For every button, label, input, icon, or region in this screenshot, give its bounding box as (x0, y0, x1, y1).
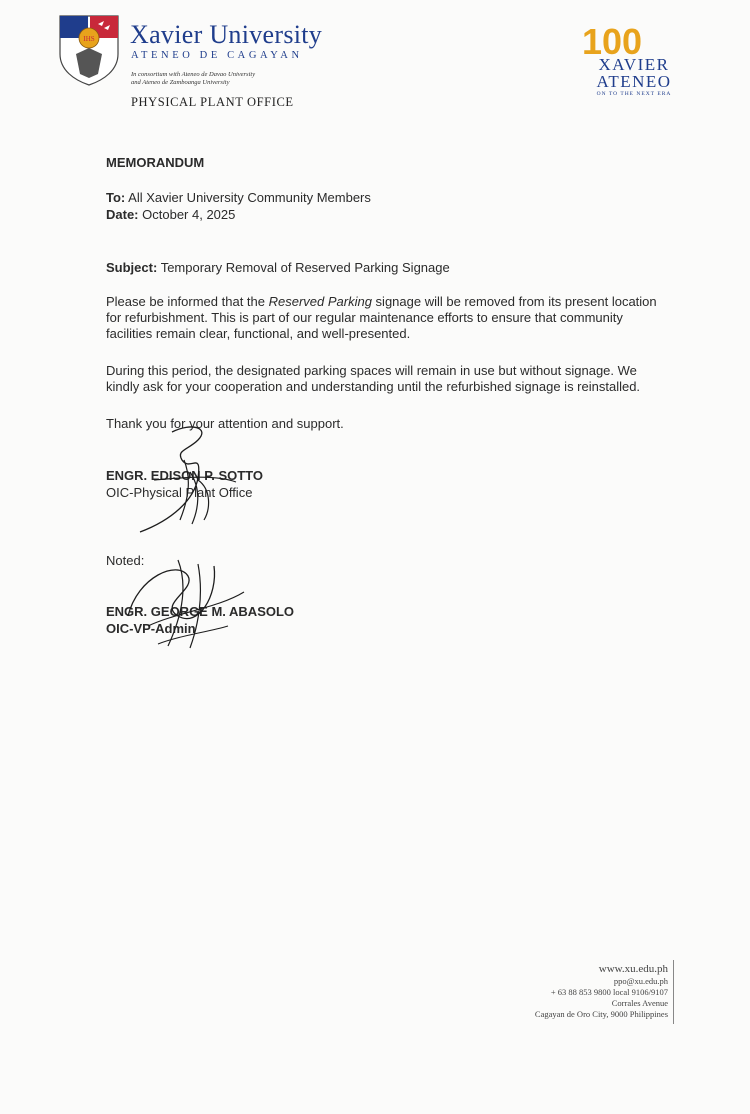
noted-label: Noted: (106, 553, 145, 568)
crest-letters: IHS (83, 35, 95, 43)
memo-subject-line (106, 260, 450, 276)
university-crest-logo (58, 14, 120, 86)
memo-title: MEMORANDUM (106, 155, 205, 170)
signatory-2-title: OIC-VP-Admin (106, 621, 196, 636)
consortium-note (131, 71, 255, 87)
footer-contact (470, 962, 668, 1020)
memo-date-line (106, 207, 235, 223)
centennial-ateneo-text: ATENEO (596, 72, 672, 91)
to-label: To: (106, 190, 126, 205)
university-name: Xavier University (130, 20, 323, 49)
footer-email: ppo@xu.edu.ph (613, 976, 668, 986)
footer-city: Cagayan de Oro City, 9000 Philippines (534, 1009, 668, 1019)
footer-divider (673, 960, 674, 1024)
signatory-2-name: ENGR. GEORGE M. ABASOLO (106, 604, 295, 619)
footer-phone: + 63 88 853 9800 local 9106/9107 (550, 987, 668, 997)
centennial-tagline: ON TO THE NEXT ERA (596, 91, 672, 97)
date-value: October 4, 2025 (142, 207, 236, 222)
signatory-1-title: OIC-Physical Plant Office (106, 485, 253, 500)
memo-closing: Thank you for your attention and support. (106, 416, 344, 431)
footer-street: Corrales Avenue (611, 998, 668, 1008)
para1-pre: Please be informed that the (106, 294, 269, 309)
memo-paragraph-2: During this period, the designated parking spaces will remain in use but without signage. We kindly ask for your cooperation and understanding until the refurbished signage is reinstalled. (106, 363, 641, 394)
office-name: PHYSICAL PLANT OFFICE (131, 95, 294, 109)
to-value: All Xavier University Community Members (128, 190, 371, 205)
consortium-line-2: and Ateneo de Zamboanga University (131, 79, 230, 86)
subject-value: Temporary Removal of Reserved Parking Signage (160, 260, 450, 275)
university-subtitle: ATENEO DE CAGAYAN (131, 50, 303, 61)
para1-post: signage will be removed from its present location for refurbishment. This is part of our regular maintenance efforts to ensure that community facilities remain clear, functional, and well-presented. (106, 294, 657, 341)
signatory-1-name: ENGR. EDISON P. SOTTO (106, 468, 263, 483)
date-label: Date: (106, 207, 139, 222)
memo-to-line (106, 190, 371, 206)
consortium-line-1: In consortium with Ateneo de Davao University (131, 71, 256, 78)
centennial-100-logo (578, 22, 688, 58)
para1-emphasis: Reserved Parking (268, 294, 372, 309)
centennial-number-text: 100 (582, 22, 643, 58)
centennial-xavier-text: XAVIER (598, 55, 670, 74)
footer-website: www.xu.edu.ph (598, 963, 668, 975)
memo-paragraph-1 (106, 294, 666, 342)
subject-label: Subject: (106, 260, 158, 275)
